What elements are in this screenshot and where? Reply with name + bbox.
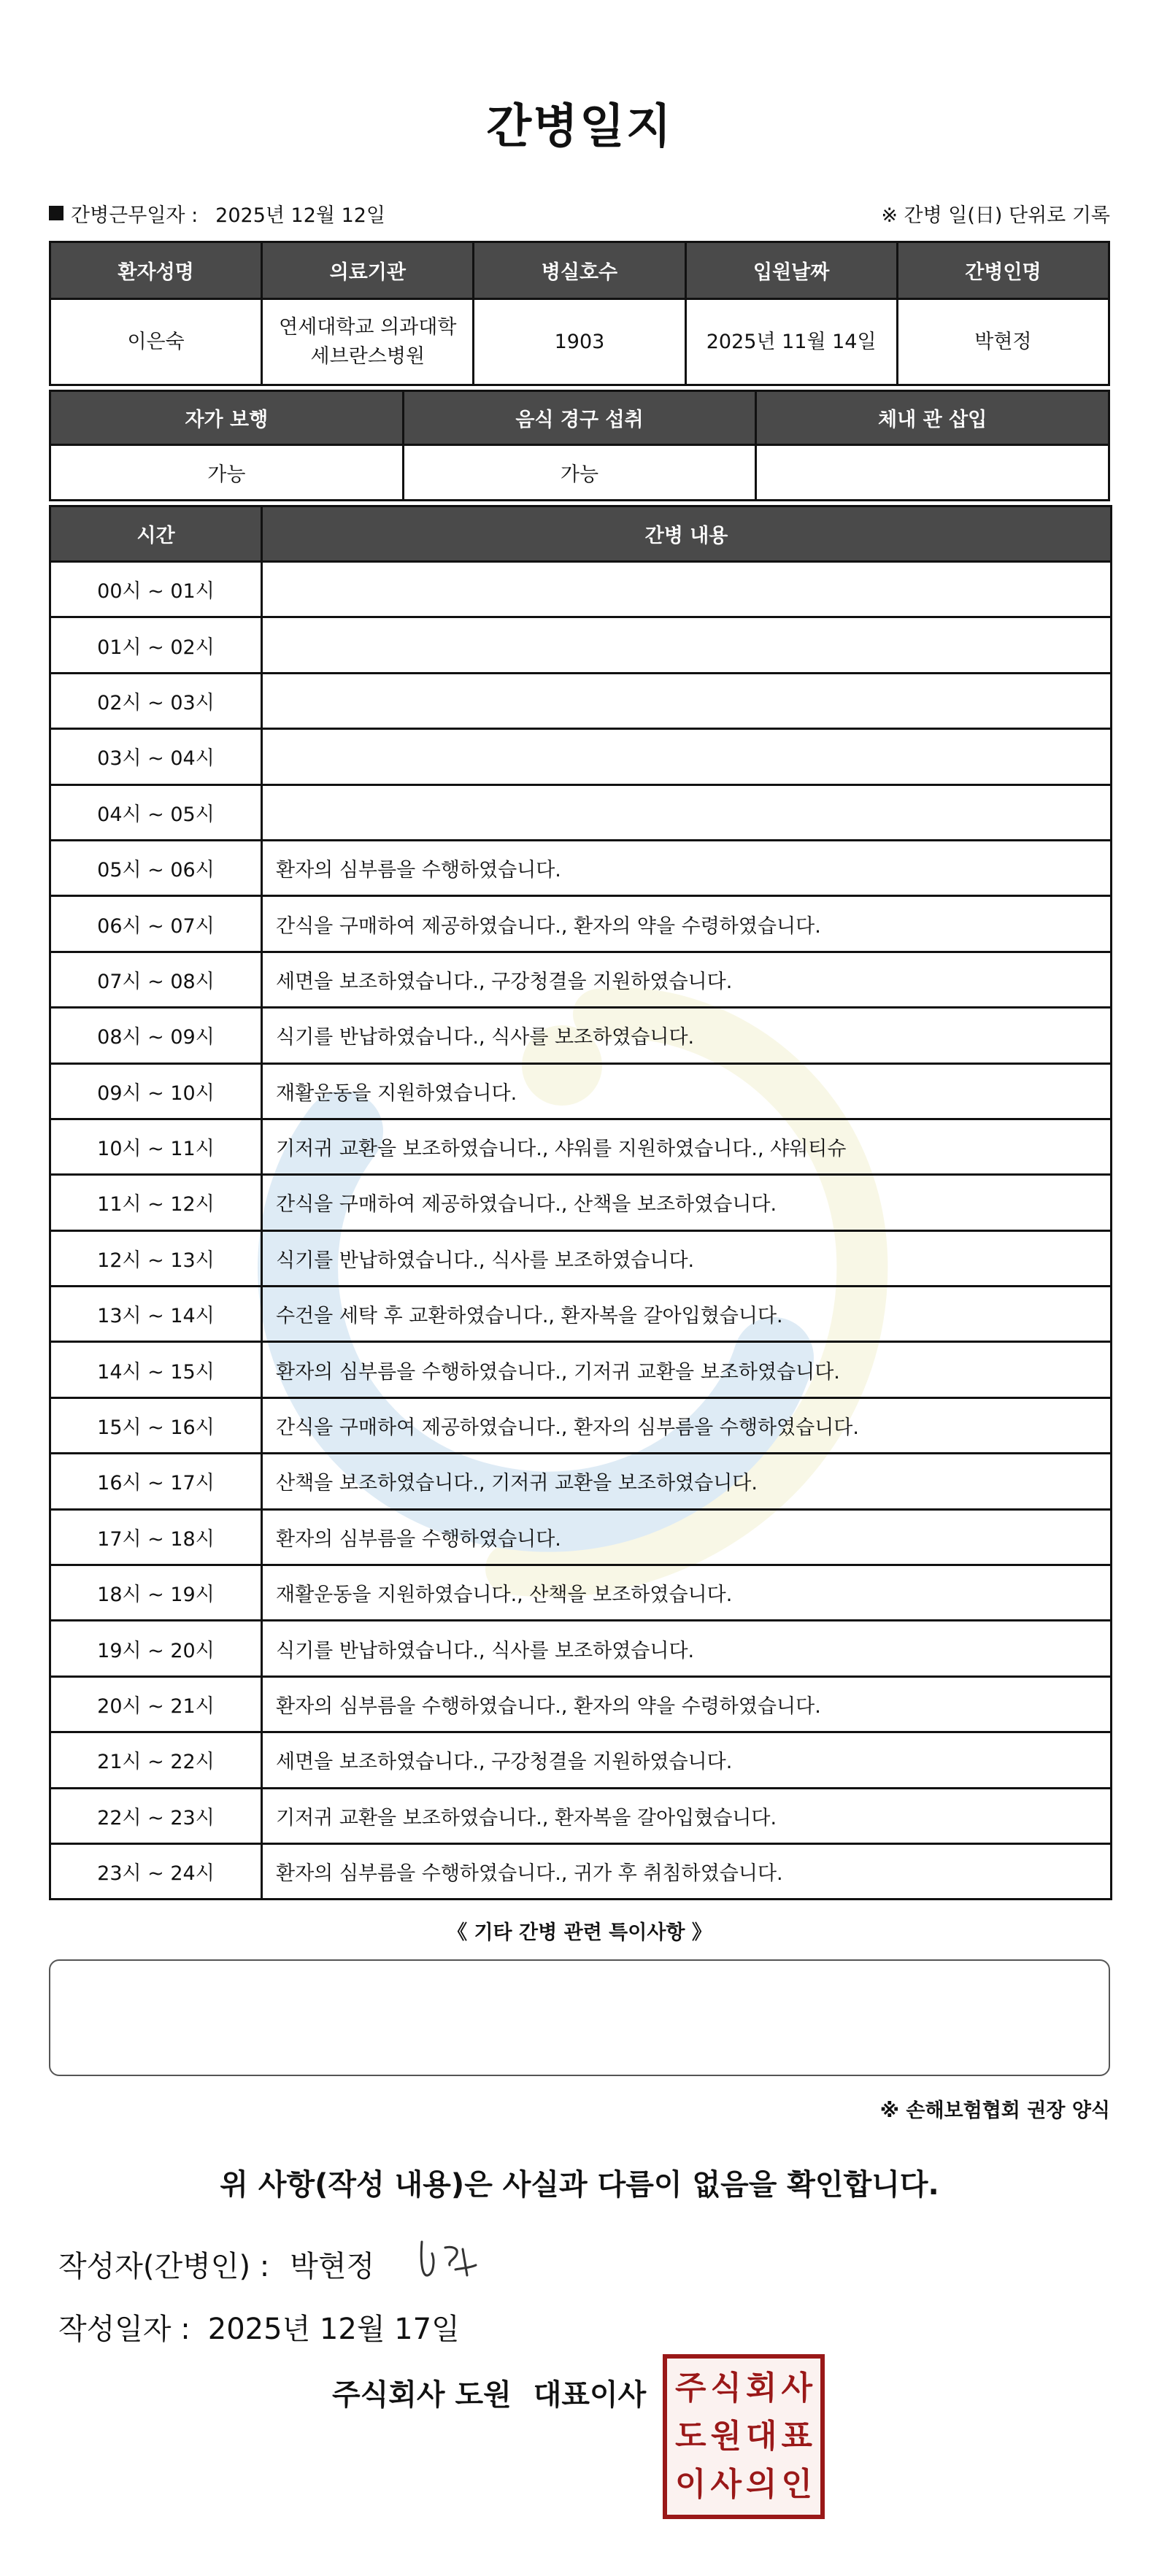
header-time: 시간: [50, 506, 262, 562]
seal-characters: [673, 2364, 815, 2509]
log-content: 기저귀 교환을 보조하였습니다., 샤워를 지원하였습니다., 샤워티슈: [262, 1119, 1112, 1174]
seal-char: 표: [781, 2418, 812, 2455]
log-time: 10시 ~ 11시: [50, 1119, 262, 1174]
company-title: 대표이사: [533, 2378, 647, 2412]
log-time: 09시 ~ 10시: [50, 1063, 262, 1119]
log-row: [50, 1509, 1112, 1565]
header-oral-intake: 음식 경구 섭취: [403, 391, 756, 445]
writer-line: [58, 2243, 374, 2285]
seal-char: 회: [745, 2369, 777, 2407]
log-content: [262, 562, 1112, 617]
log-row: [50, 1063, 1112, 1119]
header-care-content: 간병 내용: [262, 506, 1112, 562]
seal-char: 인: [781, 2466, 812, 2503]
admission-date: 2025년 11월 14일: [685, 299, 897, 385]
log-time: 12시 ~ 13시: [50, 1230, 262, 1286]
log-row: [50, 1788, 1112, 1843]
work-date-group: [49, 199, 385, 228]
log-content: 간식을 구매하여 제공하였습니다., 산책을 보조하였습니다.: [262, 1175, 1112, 1230]
log-time: 00시 ~ 01시: [50, 562, 262, 617]
log-row: [50, 1621, 1112, 1676]
writer-label: 작성자(간병인) :: [58, 2250, 270, 2283]
institution-line2: 세브란스병원: [310, 344, 426, 368]
log-row: [50, 784, 1112, 840]
notes-title: 《 기타 간병 관련 특이사항 》: [447, 1921, 712, 1944]
header-self-walking: 자가 보행: [50, 391, 404, 445]
log-header-row: [50, 506, 1112, 562]
caregiver-name: 박현정: [897, 299, 1109, 385]
log-row: [50, 1565, 1112, 1621]
log-row: [50, 673, 1112, 728]
log-time: 06시 ~ 07시: [50, 896, 262, 952]
seal-char: 사: [710, 2466, 742, 2503]
seal-char: 원: [710, 2418, 742, 2455]
log-content: 환자의 심부름을 수행하였습니다.: [262, 840, 1112, 895]
log-time: 20시 ~ 21시: [50, 1676, 262, 1732]
work-date-value: 2025년 12월 12일: [215, 204, 386, 227]
log-time: 01시 ~ 02시: [50, 617, 262, 673]
log-time: 18시 ~ 19시: [50, 1565, 262, 1621]
log-content: 환자의 심부름을 수행하였습니다., 환자의 약을 수령하였습니다.: [262, 1676, 1112, 1732]
log-time: 14시 ~ 15시: [50, 1342, 262, 1397]
log-row: [50, 1287, 1112, 1342]
log-row: [50, 617, 1112, 673]
seal-char: 주: [674, 2369, 706, 2407]
header-tube-insertion: 체내 관 삽입: [756, 391, 1109, 445]
log-row: [50, 896, 1112, 952]
log-time: 08시 ~ 09시: [50, 1008, 262, 1063]
log-content: 세면을 보조하였습니다., 구강청결을 지원하였습니다.: [262, 952, 1112, 1007]
self-walking-value: 가능: [50, 445, 404, 501]
log-time: 15시 ~ 16시: [50, 1397, 262, 1453]
log-row: [50, 1732, 1112, 1788]
confirmation-statement: 위 사항(작성 내용)은 사실과 다름이 없음을 확인합니다.: [220, 2168, 939, 2202]
log-time: 23시 ~ 24시: [50, 1843, 262, 1899]
log-row: [50, 1676, 1112, 1732]
notes-box: [49, 1959, 1110, 2076]
log-content: [262, 617, 1112, 673]
log-content: 수건을 세탁 후 교환하였습니다., 환자복을 갈아입혔습니다.: [262, 1287, 1112, 1342]
written-date-value: 2025년 12월 17일: [207, 2313, 460, 2346]
company-name: 주식회사 도원: [332, 2378, 512, 2412]
log-content: 간식을 구매하여 제공하였습니다., 환자의 심부름을 수행하였습니다.: [262, 1397, 1112, 1453]
status-header-row: [50, 391, 1109, 445]
log-time: 05시 ~ 06시: [50, 840, 262, 895]
log-row: [50, 729, 1112, 784]
log-row: [50, 1342, 1112, 1397]
written-date-line: [58, 2306, 460, 2348]
log-content: 환자의 심부름을 수행하였습니다.: [262, 1509, 1112, 1565]
header-caregiver: 간병인명: [897, 242, 1109, 299]
log-time: 16시 ~ 17시: [50, 1454, 262, 1509]
log-row: [50, 1397, 1112, 1453]
seal-char: 이: [674, 2466, 706, 2503]
log-time: 07시 ~ 08시: [50, 952, 262, 1007]
institution: [262, 299, 474, 385]
log-content: 환자의 심부름을 수행하였습니다., 귀가 후 취침하였습니다.: [262, 1843, 1112, 1899]
seal-char: 대: [745, 2418, 777, 2455]
status-table: [49, 390, 1110, 501]
page-title: 간병일지: [486, 100, 673, 154]
log-time: 13시 ~ 14시: [50, 1287, 262, 1342]
header-room: 병실호수: [474, 242, 685, 299]
seal-char: 의: [745, 2466, 777, 2503]
log-row: [50, 1230, 1112, 1286]
log-row: [50, 1008, 1112, 1063]
log-content: [262, 729, 1112, 784]
patient-value-row: [50, 299, 1109, 385]
patient-name: 이은숙: [50, 299, 262, 385]
log-row: [50, 952, 1112, 1007]
oral-intake-value: 가능: [403, 445, 756, 501]
log-time: 02시 ~ 03시: [50, 673, 262, 728]
care-log-table: [49, 505, 1112, 1900]
log-time: 04시 ~ 05시: [50, 784, 262, 840]
square-bullet-icon: [49, 206, 63, 220]
log-content: 기저귀 교환을 보조하였습니다., 환자복을 갈아입혔습니다.: [262, 1788, 1112, 1843]
handwritten-signature: [416, 2232, 489, 2290]
log-row: [50, 562, 1112, 617]
header-admission-date: 입원날짜: [685, 242, 897, 299]
patient-header-row: [50, 242, 1109, 299]
log-time: 11시 ~ 12시: [50, 1175, 262, 1230]
room-number: 1903: [474, 299, 685, 385]
seal-char: 도: [674, 2418, 706, 2455]
log-content: 재활운동을 지원하였습니다.: [262, 1063, 1112, 1119]
writer-name: 박현정: [290, 2250, 375, 2283]
record-note: ※ 간병 일(日) 단위로 기록: [881, 204, 1110, 227]
log-content: [262, 784, 1112, 840]
seal-char: 사: [781, 2369, 812, 2407]
header-patient-name: 환자성명: [50, 242, 262, 299]
company-seal: [663, 2354, 825, 2519]
written-date-label: 작성일자 :: [58, 2313, 190, 2346]
log-time: 17시 ~ 18시: [50, 1509, 262, 1565]
log-row: [50, 1843, 1112, 1899]
header-institution: 의료기관: [262, 242, 474, 299]
form-note: ※ 손해보험협회 권장 양식: [879, 2099, 1110, 2122]
log-content: 식기를 반납하였습니다., 식사를 보조하였습니다.: [262, 1008, 1112, 1063]
log-time: 19시 ~ 20시: [50, 1621, 262, 1676]
log-row: [50, 840, 1112, 895]
log-content: 환자의 심부름을 수행하였습니다., 기저귀 교환을 보조하였습니다.: [262, 1342, 1112, 1397]
log-content: 식기를 반납하였습니다., 식사를 보조하였습니다.: [262, 1230, 1112, 1286]
log-content: 간식을 구매하여 제공하였습니다., 환자의 약을 수령하였습니다.: [262, 896, 1112, 952]
institution-line1: 연세대학교 의과대학: [279, 316, 457, 339]
log-time: 03시 ~ 04시: [50, 729, 262, 784]
log-time: 22시 ~ 23시: [50, 1788, 262, 1843]
log-content: 산책을 보조하였습니다., 기저귀 교환을 보조하였습니다.: [262, 1454, 1112, 1509]
log-content: 세면을 보조하였습니다., 구강청결을 지원하였습니다.: [262, 1732, 1112, 1788]
log-row: [50, 1454, 1112, 1509]
log-content: [262, 673, 1112, 728]
status-value-row: [50, 445, 1109, 501]
meta-row: [49, 197, 1110, 229]
tube-insertion-value: [756, 445, 1109, 501]
work-date-label: 간병근무일자 :: [71, 204, 199, 227]
log-row: [50, 1119, 1112, 1174]
log-content: 재활운동을 지원하였습니다., 산책을 보조하였습니다.: [262, 1565, 1112, 1621]
log-time: 21시 ~ 22시: [50, 1732, 262, 1788]
seal-char: 식: [710, 2369, 742, 2407]
patient-info-table: [49, 241, 1110, 386]
company-line: [332, 2372, 646, 2413]
log-content: 식기를 반납하였습니다., 식사를 보조하였습니다.: [262, 1621, 1112, 1676]
log-row: [50, 1175, 1112, 1230]
